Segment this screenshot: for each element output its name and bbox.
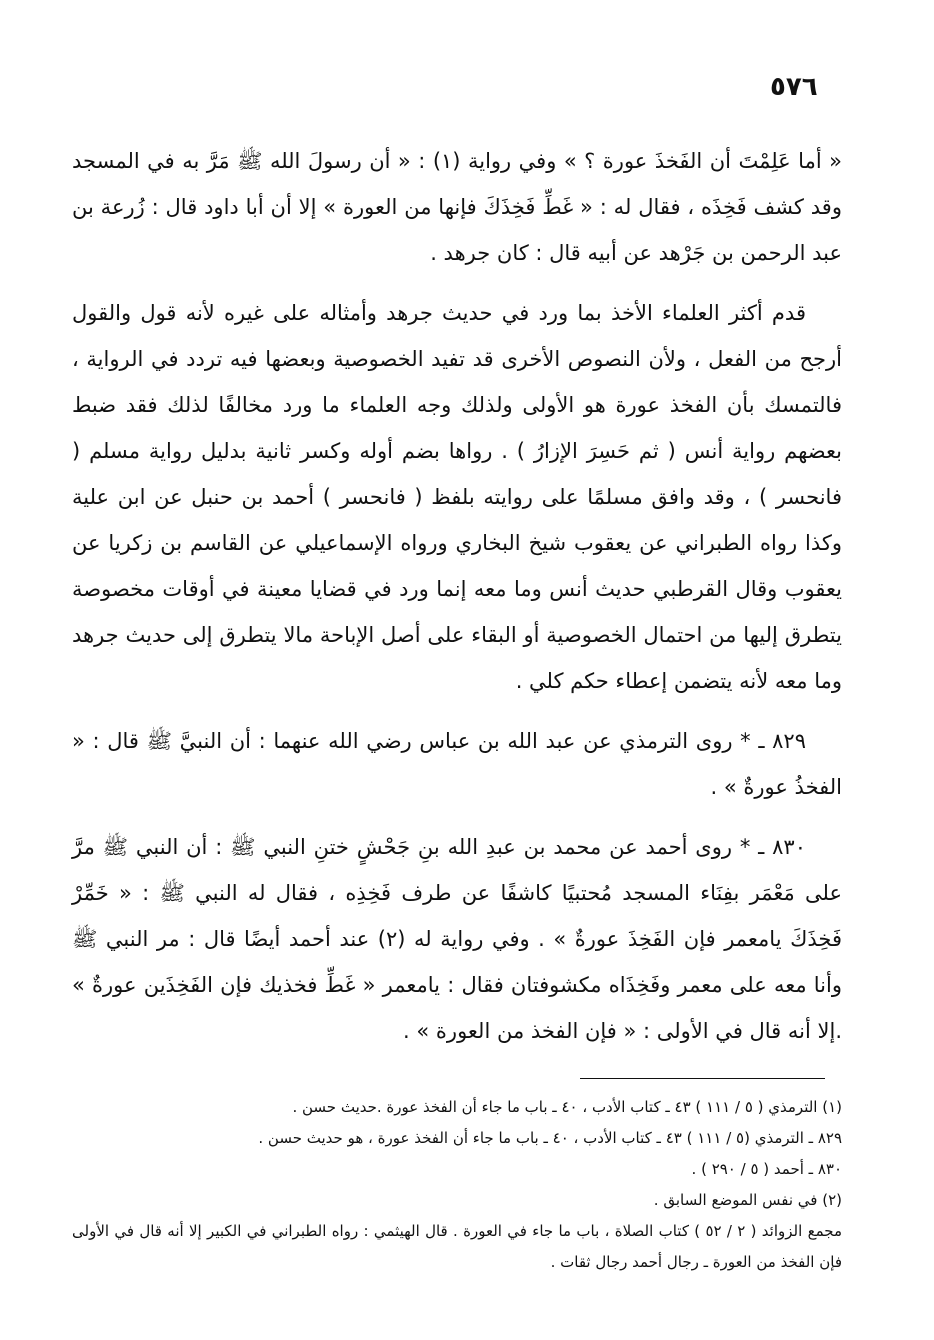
paragraph-commentary: قدم أكثر العلماء الأخذ بما ورد في حديث جرهد وأمثاله على غيره لأنه قول والقول أرجح من الفعل ، ولأن النصوص الأخرى قد تفيد الخصوصية وبعضها فيه تردد في الرواية ، فالتمسك بأن الفخذ عورة هو الأولى ولذلك وجه العلماء ما ورد مخالفًا لذلك فقد ضبط بعضهم رواية أنس ( ثم حَسِرَ الإزارُ ) . رواها بضم أوله وكسر ثانية بدليل رواية مسلم ( فانحسر ) ، وقد وافق مسلمًا على روايته بلفظ ( فانحسر ) أحمد بن حنبل عن ابن علية وكذا رواه الطبراني عن يعقوب شيخ البخاري ورواه الإسماعيلي عن القاسم بن زكريا عن يعقوب وقال القرطبي حديث أنس وما معه إنما ورد في قضايا معينة في أوقات مخصوصة يتطرق إليها من احتمال الخصوصية أو البقاء على أصل الإباحة مالا يتطرق إلى حديث جرهد وما معه لأنه يتضمن إعطاء حكم كلي . — [72, 301, 842, 693]
paragraph-hadith-829: ٨٢٩ ـ * روى الترمذي عن عبد الله بن عباس رضي الله عنهما : أن النبيَّ ﷺ قال : « الفخذُ عورةٌ » . — [72, 729, 842, 799]
footnote-830: ٨٣٠ ـ أحمد ( ٥ / ٢٩٠ ) . — [691, 1160, 842, 1178]
paragraph-hadith-continuation: « أما عَلِمْتَ أن الفَخذَ عورة ؟ » وفي رواية (١) : « أن رسولَ الله ﷺ مَرَّ به في المسجد وقد كشف فَخِذَه ، فقال له : « غَطِّ فَخِذَكَ فإنها من العورة » إلا أن أبا داود قال : زُرعة بن عبد الرحمن بن جَرْهد عن أبيه قال : كان جرهد . — [72, 149, 842, 265]
footnotes — [72, 1092, 842, 1278]
paragraph-hadith-830: ٨٣٠ ـ * روى أحمد عن محمد بن عبدِ الله بنِ جَحْشٍ ختنِ النبي ﷺ : أن النبي ﷺ مرَّ على مَعْمَر بفِنَاء المسجد مُحتبيًا كاشفًا عن طرف فَخِذِه ، فقال له النبي ﷺ : « خَمِّرْ فَخِذَكَ يامعمر فإن الفَخِذَ عورةٌ » . وفي رواية له (٢) عند أحمد أيضًا قال : مر النبي ﷺ وأنا معه على معمر وفَخِذَاه مكشوفتان فقال : يامعمر « غَطِّ فخذيك فإن الفَخِذَين عورةٌ » .إلا أنه قال في الأولى : « فإن الفخذ من العورة » . — [72, 835, 843, 1043]
page-number: ٥٧٦ — [770, 72, 818, 102]
footnote-1: (١) الترمذي ( ٥ / ١١١ ) ٤٣ ـ كتاب الأدب ، ٤٠ ـ باب ما جاء أن الفخذ عورة .حديث حسن . — [292, 1098, 842, 1116]
footnote-divider — [580, 1078, 825, 1079]
main-text — [72, 138, 842, 1068]
footnote-2: (٢) في نفس الموضع السابق . — [653, 1191, 842, 1209]
footnote-majma: مجمع الزوائد ( ٢ / ٥٢ ) كتاب الصلاة ، باب ما جاء في العورة . قال الهيثمي : رواه الطبراني في الكبير إلا أنه قال في الأولى فإن الفخذ من العورة ـ رجال أحمد رجال ثقات . — [72, 1222, 842, 1271]
footnote-829: ٨٢٩ ـ الترمذي (٥ / ١١١ ) ٤٣ ـ كتاب الأدب ، ٤٠ ـ باب ما جاء أن الفخذ عورة ، هو حديث حسن . — [258, 1129, 842, 1147]
